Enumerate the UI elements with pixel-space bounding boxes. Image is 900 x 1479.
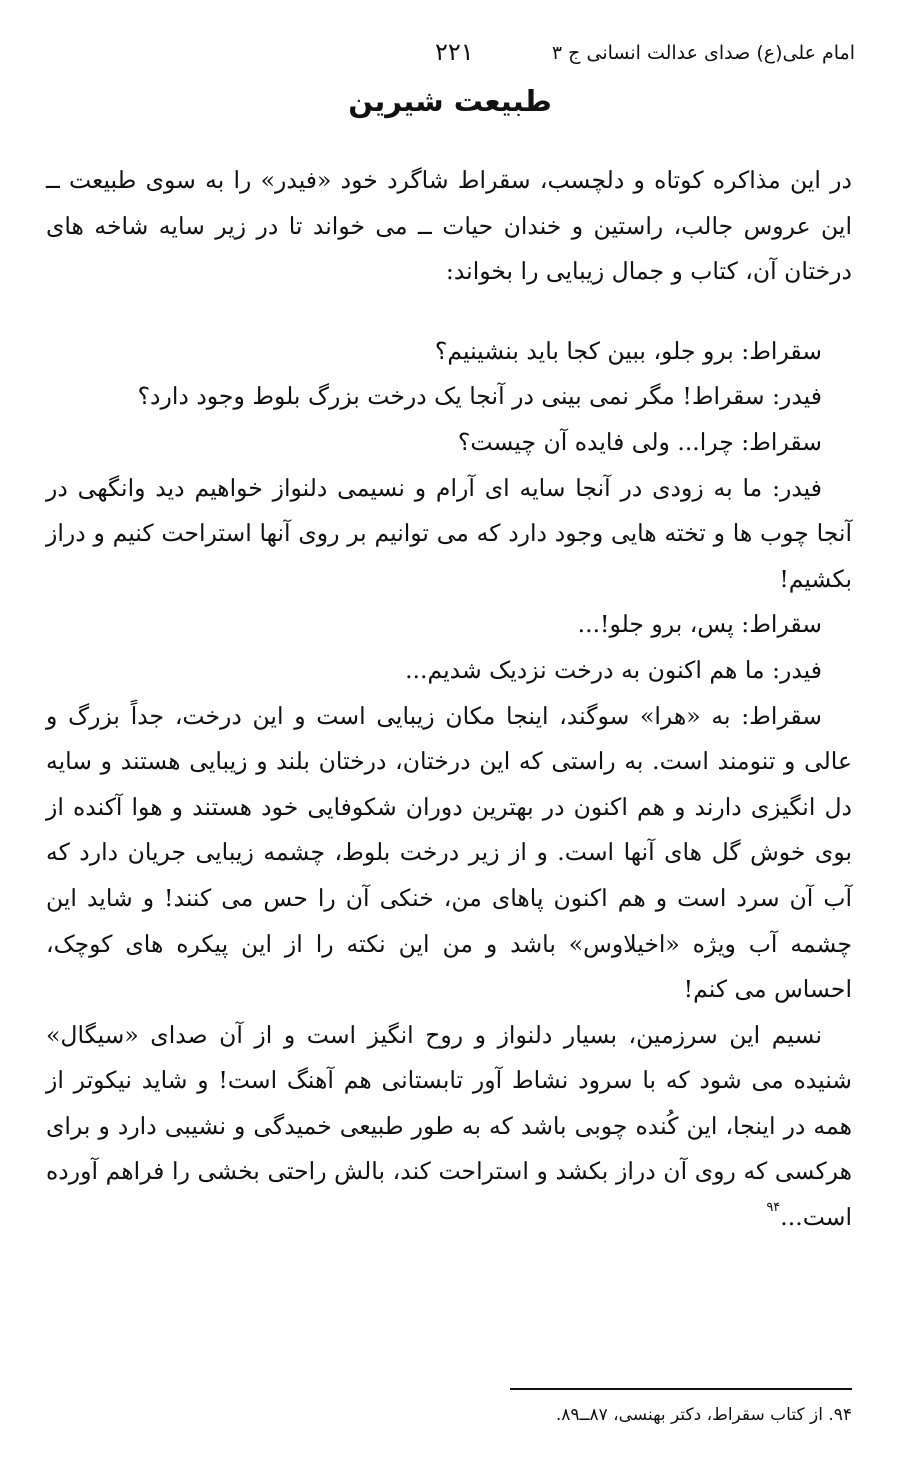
closing-paragraph-text: نسیم این سرزمین، بسیار دلنواز و روح انگیز است و از آن صدای «سیگال» شنیده می شود که با سرود نشاط آور تابستانی هم آهنگ است! و شاید نیکوتر از همه در اینجا، این کُنده چوبی باشد که به طور طبیعی خمیدگی و نشیبی دارد و برای هرکسی که روی آن دراز بکشد و استراحت کند، بالش راحتی بخشی را فراهم آورده است... [46, 1020, 852, 1232]
body-text [46, 158, 852, 1241]
closing-paragraph [46, 1013, 852, 1241]
intro-paragraph: در این مذاکره کوتاه و دلچسب، سقراط شاگرد خود «فیدر» را به سوی طبیعت ــ این عروس جالب، راستین و خندان حیات ــ می خواند تا در زیر سایه شاخه های درختان آن، کتاب و جمال زیبایی را بخواند: [46, 166, 852, 286]
dialogue-line: سقراط: چرا... ولی فایده آن چیست؟ [457, 427, 822, 456]
section-title: طبیعت شیرین [348, 84, 552, 118]
running-head: امام علی(ع) صدای عدالت انسانی ج ۳ [551, 42, 855, 64]
dialogue-line: سقراط: به «هرا» سوگند، اینجا مکان زیبایی است و این درخت، جداً بزرگ و عالی و تنومند است. به راستی که این درختان، درختان بلند و زیبایی هستند و سایه دل انگیزی دارند و هم اکنون در بهترین دوران شکوفایی خود هستند و هوا آکنده از بوی خوش گل های آنها است. و از زیر درخت بلوط، چشمه زیبایی جریان دارد که آب آن سرد است و هم اکنون پاهای من، خنکی آن را حس می کنند! و شاید این چشمه آب ویژه «اخیلاوس» باشد و من این نکته را از این پیکره های کوچک، احساس می کنم! [46, 701, 852, 1004]
footnote: ۹۴. از کتاب سقراط، دکتر بهنسی، ۸۷ــ۸۹. [555, 1405, 852, 1425]
dialogue-line: سقراط: پس، برو جلو!... [577, 610, 822, 639]
dialogue-line: فیدر: سقراط! مگر نمی بینی در آنجا یک درخت بزرگ بلوط وجود دارد؟ [137, 382, 822, 411]
footnote-marker: ۹۴ [766, 1200, 781, 1216]
dialogue-line: فیدر: ما هم اکنون به درخت نزدیک شدیم... [405, 655, 822, 684]
dialogue-line: فیدر: ما به زودی در آنجا سایه ای آرام و نسیمی دلنواز خواهیم دید وانگهی در آنجا چوب ها و تخته هایی وجود دارد که می توانیم بر روی آنها استراحت کنیم و دراز بکشیم! [46, 473, 852, 593]
paragraph-gap [46, 295, 852, 329]
page-number: ۲۲۱ [435, 38, 474, 66]
page-header [45, 38, 855, 74]
footnote-divider [510, 1388, 852, 1390]
dialogue-line: سقراط: برو جلو، ببین کجا باید بنشینیم؟ [434, 336, 822, 365]
